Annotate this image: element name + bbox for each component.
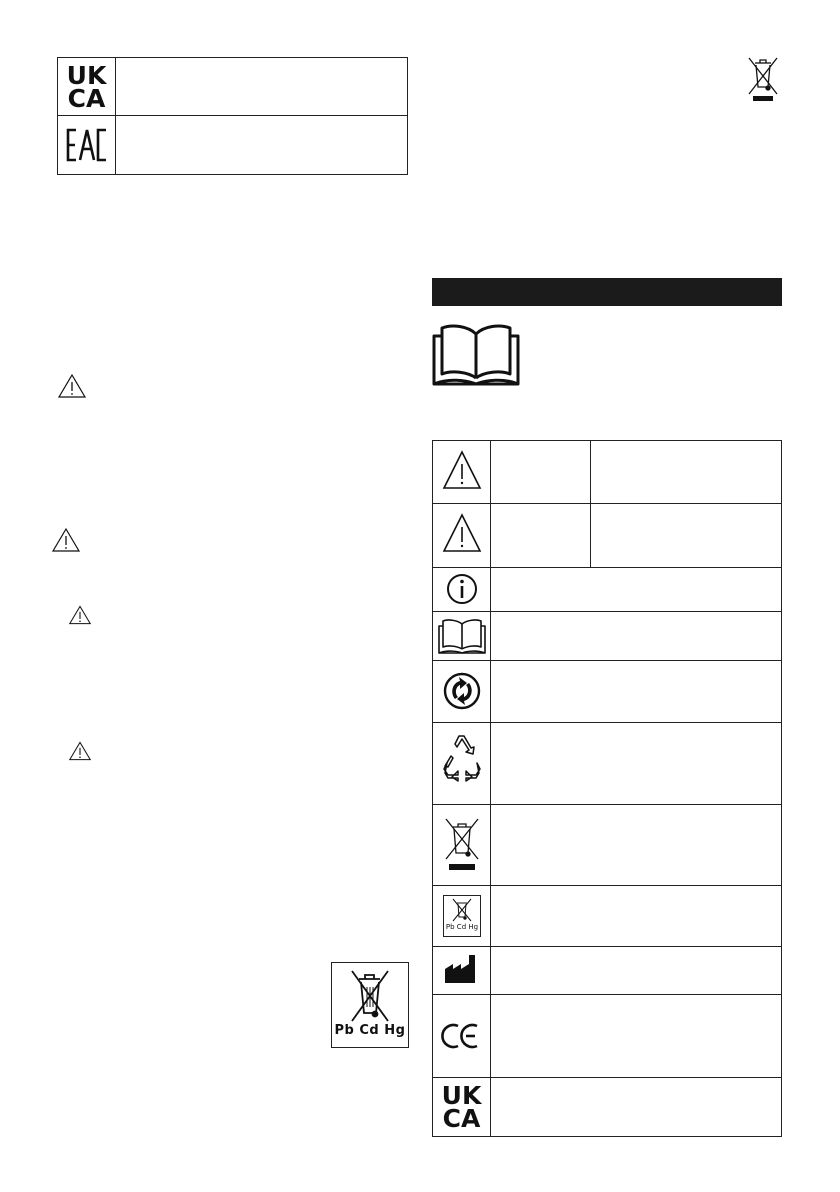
warning-triangle-icon bbox=[51, 526, 81, 554]
legend-description-cell bbox=[491, 995, 781, 1078]
warning-triangle-icon bbox=[433, 441, 491, 503]
recycle-icon bbox=[433, 723, 491, 804]
info-icon bbox=[433, 568, 491, 611]
legend-description-cell bbox=[491, 723, 781, 805]
warning-triangle-icon bbox=[68, 740, 92, 762]
eac-mark-cell bbox=[58, 116, 116, 174]
battery-disposal-mark bbox=[443, 895, 481, 937]
ukca-icon: UK CA bbox=[66, 61, 107, 113]
manual-book-icon bbox=[433, 612, 491, 660]
weee-bin-icon bbox=[433, 805, 491, 885]
legend-icon-cell bbox=[433, 568, 491, 612]
legend-term-cell bbox=[491, 441, 591, 504]
battery-heavy-metals-label: Pb Cd Hg bbox=[445, 923, 479, 931]
legend-description-cell bbox=[491, 568, 781, 612]
legend-description-cell bbox=[491, 661, 781, 723]
ukca-icon: UK CA bbox=[441, 1081, 482, 1133]
symbol-legend-table bbox=[432, 440, 782, 1137]
legend-icon-cell bbox=[433, 504, 491, 568]
legend-icon-cell bbox=[433, 723, 491, 805]
legend-icon-cell bbox=[433, 947, 491, 995]
legend-icon-cell bbox=[433, 612, 491, 661]
legend-icon-cell bbox=[433, 1078, 491, 1136]
battery-heavy-metals-label: Pb Cd Hg bbox=[334, 1023, 406, 1038]
legend-icon-cell bbox=[433, 886, 491, 947]
warning-triangle-icon bbox=[433, 504, 491, 567]
legend-description-cell bbox=[491, 1078, 781, 1136]
battery-bin-icon bbox=[332, 965, 407, 1027]
green-dot-icon bbox=[433, 661, 491, 722]
section-header-bar bbox=[432, 278, 782, 306]
manufacturer-icon bbox=[433, 947, 491, 994]
warning-triangle-icon bbox=[68, 604, 92, 626]
legend-description-cell bbox=[491, 947, 781, 995]
legend-description-cell bbox=[491, 612, 781, 661]
ce-mark-icon bbox=[433, 995, 491, 1077]
eac-mark-icon bbox=[58, 116, 116, 174]
legend-description-cell bbox=[591, 504, 781, 568]
legend-icon-cell bbox=[433, 441, 491, 504]
battery-bin-icon bbox=[444, 896, 480, 924]
legend-icon-cell bbox=[433, 995, 491, 1078]
legend-description-cell bbox=[491, 886, 781, 947]
legend-icon-cell bbox=[433, 805, 491, 886]
ukca-description-cell bbox=[116, 58, 407, 116]
legend-term-cell bbox=[491, 504, 591, 568]
battery-disposal-mark bbox=[331, 962, 409, 1048]
eac-description-cell bbox=[116, 116, 407, 174]
weee-bin-icon bbox=[743, 54, 783, 104]
ukca-mark-cell bbox=[58, 58, 116, 116]
warning-triangle-icon bbox=[57, 372, 87, 400]
manual-book-icon bbox=[430, 320, 522, 388]
legend-description-cell bbox=[591, 441, 781, 504]
legend-icon-cell bbox=[433, 661, 491, 723]
legend-description-cell bbox=[491, 805, 781, 886]
conformity-marks-table bbox=[57, 57, 408, 175]
